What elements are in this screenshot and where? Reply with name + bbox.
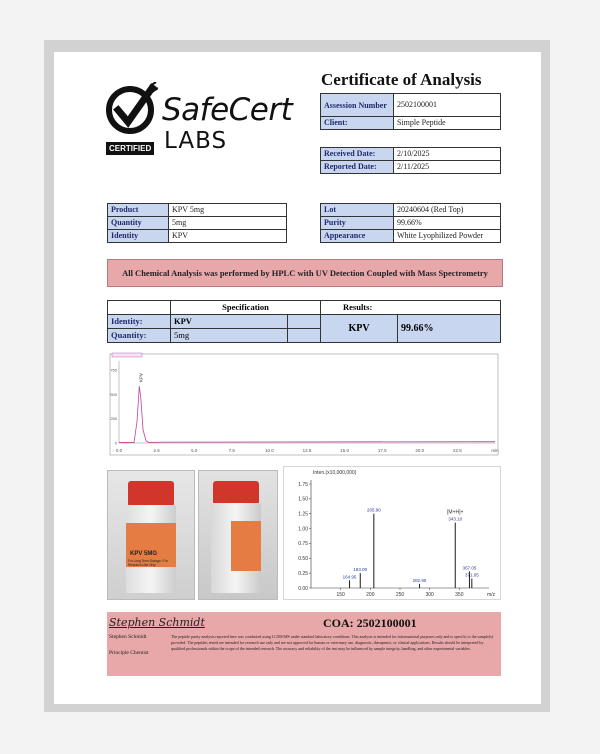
result-purity: 99.66% <box>398 315 501 343</box>
spec-header: Specification <box>171 301 321 315</box>
ms-peak-label: 164.95 <box>342 574 357 580</box>
signer-role: Principle Chemist <box>109 650 149 656</box>
ms-annotation: [M+H]+ <box>447 509 464 516</box>
ms-y-tick-label: 1.50 <box>298 496 308 503</box>
received-label: Received Date: <box>321 148 394 161</box>
ms-x-tick-label: 250 <box>395 592 405 598</box>
spec-identity-value: KPV <box>171 315 288 329</box>
hplc-x-tick-label: 17.5 <box>377 448 387 453</box>
logo-badge: CERTIFIED <box>106 142 154 155</box>
hplc-y-tick-label: 250 <box>110 416 117 422</box>
hplc-x-tick-label: 2.5 <box>153 448 160 453</box>
ms-x-tick-label: 150 <box>336 592 345 598</box>
reported-label: Reported Date: <box>321 161 394 174</box>
method-banner: All Chemical Analysis was performed by HPLC with UV Detection Coupled with Mass Spectrometry <box>107 259 503 287</box>
client-value: Simple Peptide <box>394 117 501 130</box>
ms-x-tick-label: 350 <box>455 592 464 598</box>
logo-brand: SafeCert <box>162 92 293 128</box>
lot-table <box>320 203 501 243</box>
hplc-y-tick-label: 750 <box>110 367 117 373</box>
accession-value: 2502100001 <box>394 94 501 117</box>
vial-sub: For Long Term Storage / For Research Use Only <box>128 559 169 567</box>
hplc-y-tick-label: 500 <box>110 391 117 397</box>
spec-quantity-value: 5mg <box>171 329 288 343</box>
hplc-x-tick-label: 7.5 <box>228 448 235 453</box>
hplc-legend-box <box>112 353 142 357</box>
signer-name: Stephen Schmidt <box>109 634 147 640</box>
product-value: KPV 5mg <box>169 204 287 217</box>
hplc-y-tick-label: 0 <box>114 440 117 446</box>
ms-y-tick-label: 0.50 <box>298 556 308 563</box>
ms-y-tick-label: 0.75 <box>298 541 308 548</box>
ms-y-axis-title: Inten.(x10,000,000) <box>313 470 357 476</box>
signature-block <box>107 612 501 676</box>
checkmark-logo-icon <box>106 82 158 138</box>
hplc-x-tick-label: 10.0 <box>265 448 274 453</box>
hplc-x-tick-label: 12.5 <box>302 448 312 453</box>
identity-value: KPV <box>169 230 287 243</box>
appearance-label: Appearance <box>321 230 394 243</box>
ms-y-tick-label: 0.25 <box>298 570 308 577</box>
hplc-chart <box>107 351 501 465</box>
lot-value: 20240604 (Red Top) <box>394 204 501 217</box>
vial-photo-2 <box>198 470 278 600</box>
ms-y-tick-label: 1.25 <box>298 511 308 518</box>
product-label: Product <box>108 204 169 217</box>
ms-x-tick-label: 300 <box>425 592 434 598</box>
hplc-x-tick-label: 20.0 <box>415 448 425 453</box>
spec-identity-label: Identity: <box>108 315 171 329</box>
hplc-x-tick-label: 5.0 <box>191 448 198 453</box>
quantity-label: Quantity <box>108 217 169 230</box>
ms-peak-label: 367.05 <box>462 565 477 571</box>
ms-peak-label: 343.10 <box>448 516 463 522</box>
quantity-value: 5mg <box>169 217 287 230</box>
ms-frame <box>284 467 501 600</box>
dates-table <box>320 147 501 174</box>
logo <box>106 82 296 162</box>
disclaimer-text: The peptide purity analysis reported here was conducted using LCMS/MS under standard laboratory conditions. This analysis is intended for informational purposes only and is specific to the sample(s) provided. The peptides tested are intended for research use only and are not approved for human or veterinary use, diagnostic, therapeutic, or clinical applications. Results should be interpreted by qualified professionals within the scope of the intended research. The accuracy and reliability of the test may be influenced by sample integrity, handling, and other experimental variables. <box>171 634 494 651</box>
hplc-x-tick-label: 15.0 <box>340 448 349 453</box>
client-label: Client: <box>321 117 394 130</box>
accession-table <box>320 93 501 130</box>
ms-peak-label: 282.95 <box>412 577 427 583</box>
purity-label: Purity <box>321 217 394 230</box>
ms-y-tick-label: 1.00 <box>298 526 308 533</box>
hplc-peak-label: KPV <box>138 373 144 383</box>
hplc-x-tick-label: 0.0 <box>115 448 123 453</box>
accession-label: Assession Number <box>321 94 394 117</box>
vial-photo-1 <box>107 470 195 600</box>
product-table <box>107 203 287 243</box>
purity-value: 99.66% <box>394 217 501 230</box>
result-name: KPV <box>321 315 398 343</box>
ms-x-tick-label: m/z <box>486 592 496 598</box>
reported-value: 2/11/2025 <box>394 161 501 174</box>
ms-peak-label: 205.90 <box>366 507 381 513</box>
ms-x-tick-label: 200 <box>366 592 375 598</box>
spec-table <box>107 300 501 343</box>
hplc-x-tick-label: min <box>491 448 499 453</box>
logo-sub: LABS <box>164 128 228 154</box>
vial-label: KPV 5MG <box>130 551 158 557</box>
ms-y-tick-label: 0.00 <box>298 585 308 592</box>
ms-peak-label: 371.05 <box>464 572 479 578</box>
received-value: 2/10/2025 <box>394 148 501 161</box>
hplc-x-tick-label: 22.5 <box>453 448 462 453</box>
lot-label: Lot <box>321 204 394 217</box>
signature-script: Stephen Schmidt <box>109 616 205 629</box>
spec-quantity-label: Quantity: <box>108 329 171 343</box>
results-header: Results: <box>321 301 501 315</box>
ms-y-tick-label: 1.75 <box>298 481 308 488</box>
coa-number: COA: 2502100001 <box>323 616 417 630</box>
appearance-value: White Lyophilized Powder <box>394 230 501 243</box>
ms-peak-label: 183.00 <box>353 567 368 573</box>
page-title: Certificate of Analysis <box>321 70 482 89</box>
mass-spectrum-chart <box>283 466 501 600</box>
identity-label: Identity <box>108 230 169 243</box>
